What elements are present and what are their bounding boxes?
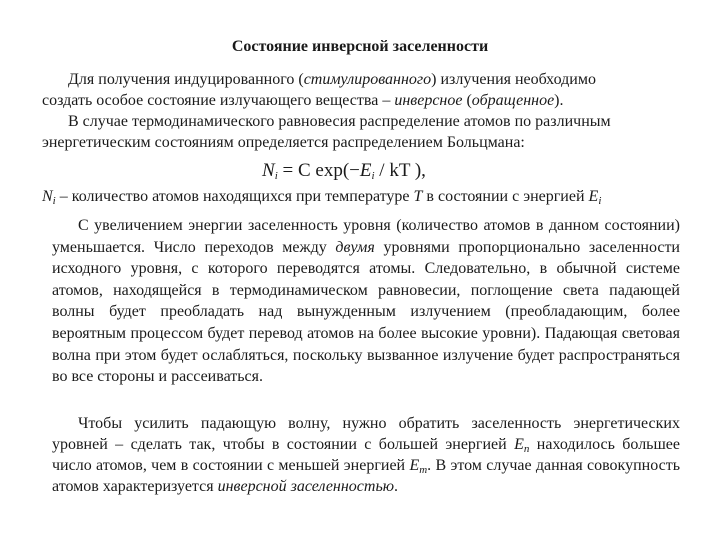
paragraph-text: . В этом случае данная совокупность атомов характеризуется xyxy=(52,457,681,495)
intro-italic-term: стимулированного xyxy=(303,71,432,88)
inversion-paragraph xyxy=(52,413,680,497)
paragraph-text: находилось большее число атомов, чем в состоянии с меньшей энергией xyxy=(52,436,680,474)
intro-text: Для получения индуцированного ( xyxy=(68,71,304,88)
population-paragraph xyxy=(52,215,680,388)
definition-symbol-n: N xyxy=(42,188,53,205)
intro-text: создать особое состояние излучающего вещества – xyxy=(42,92,395,109)
intro-line-4: энергетическим состояниям определяется распределением Больцмана: xyxy=(42,134,525,151)
energy-subscript-m: m xyxy=(419,464,428,476)
formula-text: / kT ), xyxy=(374,160,426,181)
intro-text: ) излучения необходимо xyxy=(431,71,596,88)
definition-subscript: i xyxy=(52,195,56,207)
intro-text: ( xyxy=(462,92,472,109)
definition-symbol-e: E xyxy=(588,188,599,205)
definition-subscript: i xyxy=(598,195,602,207)
intro-italic-term: обращенное xyxy=(471,92,555,109)
page-title: Состояние инверсной заселенности xyxy=(231,38,489,55)
paragraph-text: . xyxy=(394,478,399,495)
intro-line-2 xyxy=(42,90,692,111)
definition-text: – количество атомов находящихся при температуре xyxy=(55,188,414,205)
paragraph-italic-term: инверсной заселенностью xyxy=(217,478,395,495)
intro-italic-term: инверсное xyxy=(394,92,463,109)
definition-text: в состоянии с энергией xyxy=(422,188,589,205)
boltzmann-formula xyxy=(262,160,426,182)
formula-text: = C exp(− xyxy=(277,160,360,181)
energy-subscript-n: n xyxy=(523,443,530,455)
paragraph-text: Чтобы усилить падающую волну, нужно обратить заселенность энергетических уровней – сделать так, чтобы в состоянии с большей энергией xyxy=(52,415,680,453)
definition-symbol-t: T xyxy=(413,188,423,205)
formula-symbol-e: E xyxy=(359,160,372,181)
intro-line-3: В случае термодинамического равновесия распределение атомов по различным xyxy=(68,113,611,130)
intro-line-1 xyxy=(42,69,692,90)
energy-symbol-en: E xyxy=(514,436,524,453)
energy-symbol-em: E xyxy=(409,457,420,474)
formula-symbol-n: N xyxy=(262,160,275,181)
paragraph-italic-term: двумя xyxy=(335,238,375,256)
paragraph-text: уровнями пропорционально заселенности исходного уровня, с которого переводятся атомы. Следовательно, в обычной системе атомов, находящейся в термодинамическом равновесии, поглощение света падающей волны будет преобладать над вынужденным излучением (преобладающим, более вероятным процессом будет перевод атомов на более высокие уровни). Падающая световая волна при этом будет ослабляться, поскольку вызванное излучение будет распространяться во все стороны и рассеиваться. xyxy=(52,238,680,386)
intro-paragraph xyxy=(42,69,692,153)
formula-subscript: i xyxy=(371,170,375,182)
paragraph-text: С увеличением энергии заселенность уровня (количество атомов в данном состоянии) уменьшается. Число переходов между xyxy=(52,217,680,256)
formula-definition xyxy=(42,188,692,206)
formula-subscript: i xyxy=(274,170,278,182)
intro-text: ). xyxy=(554,92,564,109)
